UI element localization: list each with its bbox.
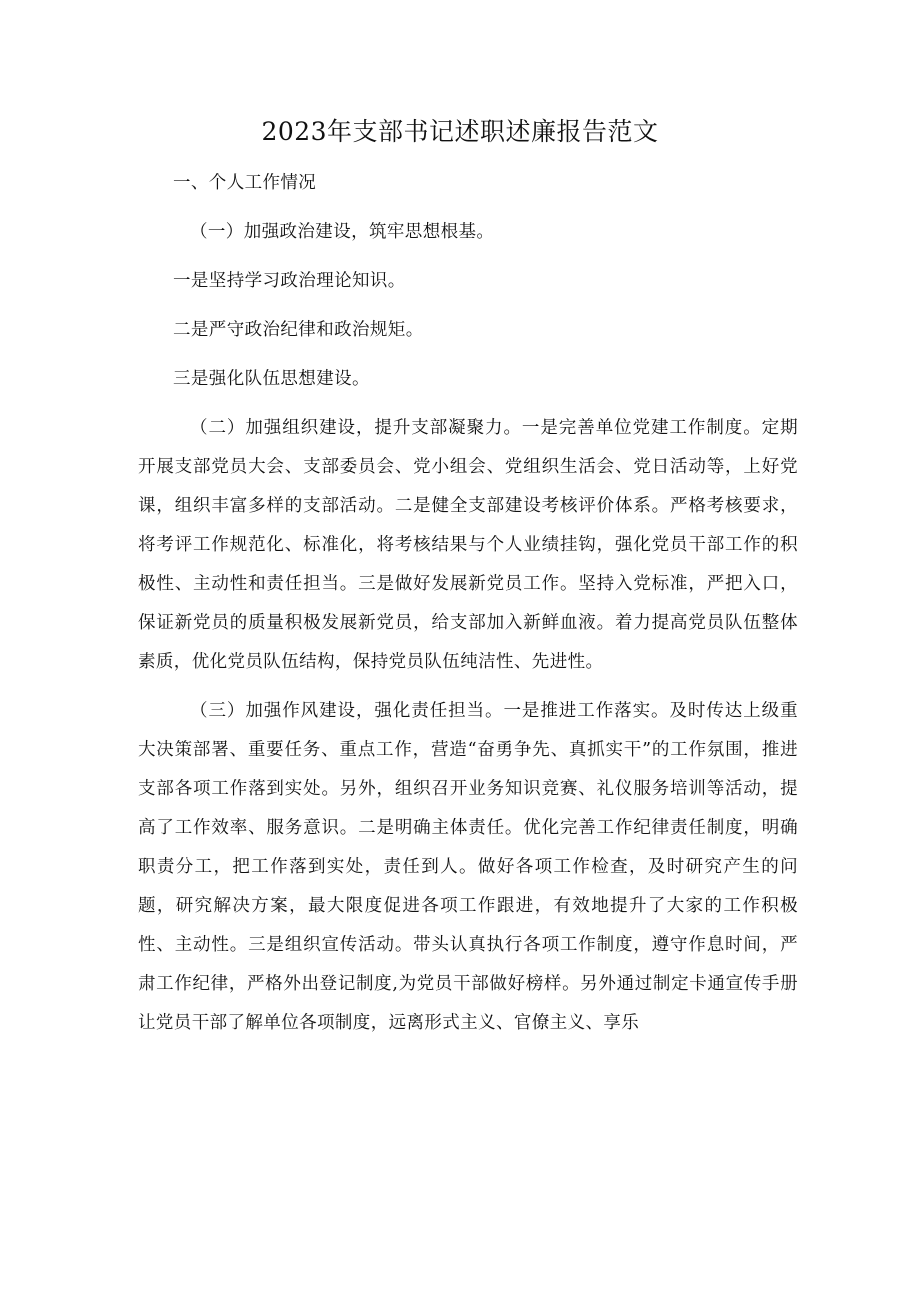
subheading-1: （一）加强政治建设，筑牢思想根基。 [190,222,495,242]
paragraph-work-style: （三）加强作风建设，强化责任担当。一是推进工作落实。及时传达上级重大决策部署、重要任务、重点工作，营造“奋勇争先、真抓实干”的工作氛围，推进支部各项工作落到实处。另外，组织召开业务知识竞赛、礼仪服务培训等活动，提高了工作效率、服务意识。二是明确主体责任。优化完善工作纪律责任制度，明确职责分工，把工作落到实处，责任到人。做好各项工作检查，及时研究产生的问题，研究解决方案，最大限度促进各项工作跟进，有效地提升了大家的工作积极性、主动性。三是组织宣传活动。带头认真执行各项工作制度，遵守作息时间，严肃工作纪律，严格外出登记制度,为党员干部做好榜样。另外通过制定卡通宣传手册让党员干部了解单位各项制度，远离形式主义、官僚主义、享乐 [138,701,798,1033]
document-title: 2023年支部书记述职述廉报告范文 [261,117,659,146]
list-item-1: 一是坚持学习政治理论知识。 [173,271,406,291]
list-item-2: 二是严守政治纪律和政治规矩。 [173,320,424,340]
section-heading-1: 一、个人工作情况 [173,173,317,193]
document-body [138,164,798,1043]
paragraph-organization: （二）加强组织建设，提升支部凝聚力。一是完善单位党建工作制度。定期开展支部党员大会、支部委员会、党小组会、党组织生活会、党日活动等，上好党课，组织丰富多样的支部活动。二是健全支部建设考核评价体系。严格考核要求，将考评工作规范化、标准化，将考核结果与个人业绩挂钩，强化党员干部工作的积极性、主动性和责任担当。三是做好发展新党员工作。坚持入党标准，严把入口，保证新党员的质量积极发展新党员，给支部加入新鲜血液。着力提高党员队伍整体素质，优化党员队伍结构，保持党员队伍纯洁性、先进性。 [138,418,798,672]
list-item-3: 三是强化队伍思想建设。 [173,369,370,389]
